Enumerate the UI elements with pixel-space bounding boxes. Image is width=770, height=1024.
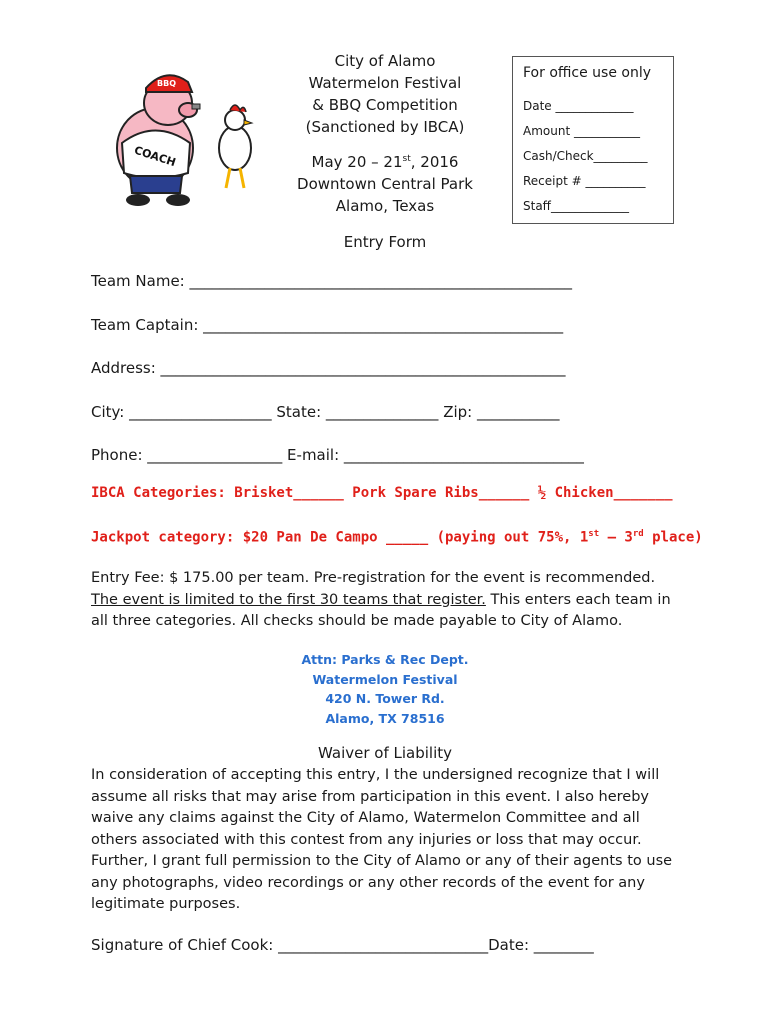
waiver-title: Waiver of Liability <box>318 744 452 762</box>
header-line: & BBQ Competition <box>312 96 458 114</box>
signature-field[interactable]: Signature of Chief Cook: ____________________________Date: ________ <box>91 936 594 954</box>
header-line: City of Alamo <box>334 52 436 70</box>
payable-note: all three categories. All checks should be made payable to City of Alamo. <box>91 613 623 629</box>
office-use-box <box>512 56 674 224</box>
office-use-title: For office use only <box>523 65 652 81</box>
mail-line: Alamo, TX 78516 <box>325 710 445 726</box>
event-header <box>270 50 500 253</box>
mailing-address <box>270 650 500 728</box>
phone-email-field[interactable]: Phone: __________________ E-mail: ________________________________ <box>91 446 584 464</box>
team-limit-note: The event is limited to the first 30 teams that register. <box>91 591 486 608</box>
office-staff-field[interactable]: Staff_____________ <box>523 199 629 213</box>
header-line: (Sanctioned by IBCA) <box>305 118 465 136</box>
ibca-categories[interactable]: IBCA Categories: Brisket______ Pork Spare Ribs______ ½ Chicken_______ <box>91 485 673 501</box>
entry-fee-limit-line <box>91 590 691 612</box>
office-receipt-field[interactable]: Receipt # __________ <box>523 174 646 188</box>
waiver-text: In consideration of accepting this entry, I the undersigned recognize that I will assume all risks that may arise from participation in this event. I also hereby waive any claims against the City of Alamo, Watermelon Committee and all others associated with this contest from any injuries or loss that may occur. Further, I grant full permission to the City of Alamo or any of their agents to use any photographs, video recordings or any other records of the event for any legitimate purposes. <box>91 767 673 912</box>
mail-line: Attn: Parks & Rec Dept. <box>301 652 469 667</box>
pig-coach-logo <box>100 48 275 208</box>
address-field[interactable]: Address: ______________________________________________________ <box>91 359 566 377</box>
event-date: May 20 – 21st, 2016 <box>311 153 459 171</box>
office-date-field[interactable]: Date _____________ <box>523 99 634 113</box>
logo-cap-text: BBQ <box>157 79 176 88</box>
jackpot-category[interactable]: Jackpot category: $20 Pan De Campo _____ (paying out 75%, 1st – 3rd place) <box>91 529 703 546</box>
office-cashcheck-field[interactable]: Cash/Check_________ <box>523 149 648 163</box>
team-captain-field[interactable]: Team Captain: ________________________________________________ <box>91 316 564 334</box>
city-state-zip-field[interactable]: City: ___________________ State: _______________ Zip: ___________ <box>91 403 560 421</box>
mail-line: 420 N. Tower Rd. <box>325 691 445 706</box>
header-line: Watermelon Festival <box>308 74 462 92</box>
entry-fee-line: Entry Fee: $ 175.00 per team. Pre-registration for the event is recommended. <box>91 570 656 586</box>
form-title: Entry Form <box>343 233 427 251</box>
mail-line: Watermelon Festival <box>312 671 458 687</box>
entry-fee-paragraph <box>91 568 691 633</box>
logo-shirt-text: COACH <box>132 143 178 170</box>
office-amount-field[interactable]: Amount ___________ <box>523 124 640 138</box>
entry-fee-categories: This enters each team in <box>485 591 671 608</box>
team-name-field[interactable]: Team Name: ___________________________________________________ <box>91 272 572 290</box>
event-city: Alamo, Texas <box>335 197 435 215</box>
event-venue: Downtown Central Park <box>297 175 473 193</box>
